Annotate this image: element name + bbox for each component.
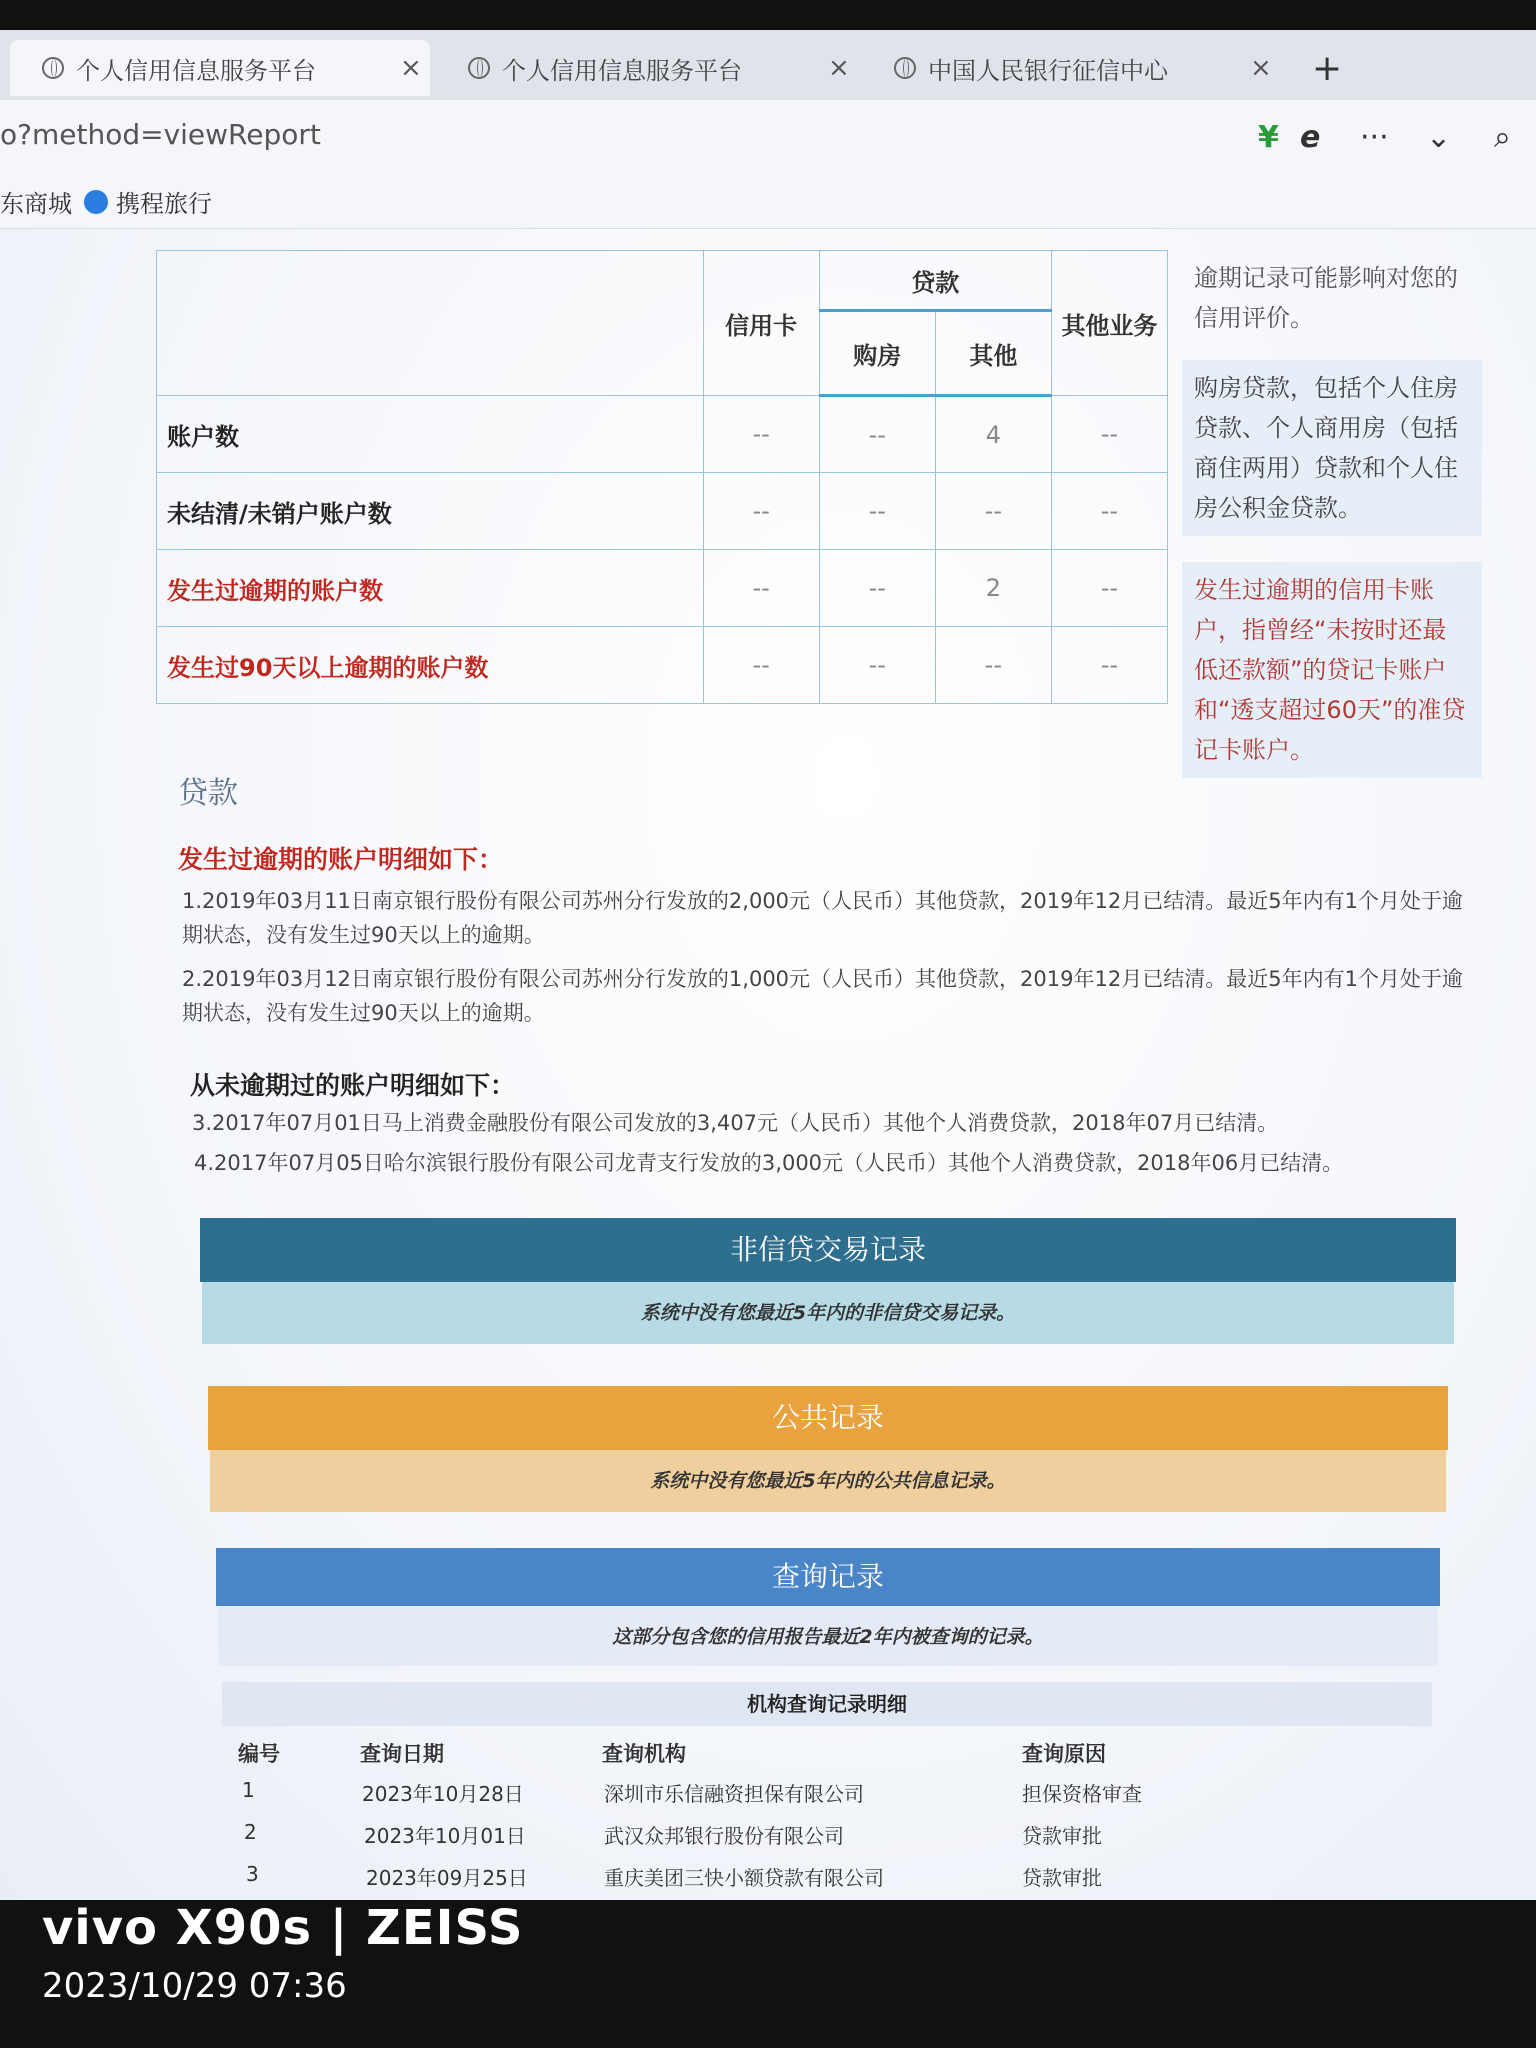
- more-icon[interactable]: ···: [1360, 120, 1389, 155]
- row-label: 发生过90天以上逾期的账户数: [157, 627, 704, 704]
- col-number: 编号: [238, 1742, 280, 1766]
- globe-icon: [42, 57, 64, 79]
- row-label: 账户数: [157, 396, 704, 473]
- note-house-loan: 购房贷款，包括个人住房贷款、个人商用房（包括商住两用）贷款和个人住房公积金贷款。: [1182, 360, 1482, 536]
- cell: 1: [242, 1778, 255, 1802]
- ctrip-icon: [84, 190, 108, 214]
- search-icon[interactable]: ⌕: [1494, 120, 1511, 155]
- cell: --: [703, 396, 819, 473]
- camera-datetime-watermark: 2023/10/29 07:36: [42, 1966, 347, 2006]
- cell: 担保资格审查: [1022, 1782, 1142, 1806]
- cell: 2: [244, 1820, 257, 1844]
- cell: 3: [246, 1862, 259, 1886]
- no-overdue-item: 4.2017年07月05日哈尔滨银行股份有限公司龙青支行发放的3,000元（人民币）其他个人消费贷款，2018年06月已结清。: [194, 1151, 1344, 1175]
- col-reason: 查询原因: [1022, 1742, 1106, 1766]
- public-records-title-bar: [208, 1386, 1448, 1450]
- account-summary-table: [156, 250, 1168, 704]
- overdue-heading: 发生过逾期的账户明细如下：: [178, 845, 504, 874]
- col-house: 购房: [819, 311, 935, 396]
- tab-label: 中国人民银行征信中心: [928, 56, 1168, 85]
- table-row: [157, 473, 1168, 550]
- col-other: 其他: [935, 311, 1051, 396]
- non-credit-body-bar: [202, 1282, 1454, 1344]
- cell: 武汉众邦银行股份有限公司: [604, 1824, 844, 1848]
- tab-pboc-credit-center[interactable]: [870, 40, 1290, 96]
- inquiry-body-bar: [218, 1606, 1438, 1666]
- cell: --: [935, 627, 1051, 704]
- browser-screen: [0, 30, 1536, 1900]
- cell: 2023年10月28日: [362, 1782, 524, 1806]
- inquiry-subtitle: 机构查询记录明细: [222, 1682, 1432, 1726]
- bookmark-jd[interactable]: [0, 184, 72, 219]
- ie-icon[interactable]: e: [1300, 120, 1321, 155]
- globe-icon: [894, 57, 916, 79]
- tab-label: 个人信用信息服务平台: [502, 56, 742, 85]
- cell: --: [819, 473, 935, 550]
- public-records-body: 系统中没有您最近5年内的公共信息记录。: [650, 1470, 1006, 1492]
- row-label: 未结清/未销户账户数: [157, 473, 704, 550]
- cell: --: [819, 396, 935, 473]
- close-tab-icon[interactable]: ×: [1250, 53, 1272, 83]
- chevron-down-icon[interactable]: ⌄: [1426, 120, 1452, 155]
- cell: --: [819, 550, 935, 627]
- cell: 2: [935, 550, 1051, 627]
- col-credit-card: 信用卡: [703, 251, 819, 396]
- inquiry-body: 这部分包含您的信用报告最近2年内被查询的记录。: [612, 1626, 1044, 1648]
- inquiry-title: 查询记录: [771, 1560, 884, 1593]
- cell: --: [935, 473, 1051, 550]
- bookmark-ctrip[interactable]: [84, 184, 212, 219]
- report-content: [0, 228, 1536, 1900]
- note-overdue-card: 发生过逾期的信用卡账户，指曾经“未按时还最低还款额”的贷记卡账户和“透支超过60天”的准贷记卡账户。: [1182, 562, 1482, 778]
- bookmarks-bar: [0, 172, 1536, 229]
- yen-icon[interactable]: ¥: [1258, 120, 1279, 155]
- cell: --: [703, 473, 819, 550]
- overdue-item: 1.2019年03月11日南京银行股份有限公司苏州分行发放的2,000元（人民币）其他贷款，2019年12月已结清。最近5年内有1个月处于逾期状态，没有发生过90天以上的逾期。: [182, 889, 1463, 947]
- no-overdue-heading: 从未逾期过的账户明细如下：: [190, 1071, 516, 1100]
- cell: 深圳市乐信融资担保有限公司: [604, 1782, 864, 1806]
- loan-heading: 贷款: [178, 776, 238, 811]
- public-records-body-bar: [210, 1450, 1446, 1512]
- note-overdue-impact: 逾期记录可能影响对您的信用评价。: [1194, 264, 1458, 332]
- tab-credit-platform-2[interactable]: [440, 40, 860, 96]
- close-tab-icon[interactable]: ×: [400, 53, 422, 83]
- tab-credit-platform-1[interactable]: [10, 40, 430, 96]
- cell: --: [703, 627, 819, 704]
- cell: 4: [935, 396, 1051, 473]
- inquiry-title-bar: [216, 1548, 1440, 1606]
- url-field[interactable]: o?method=viewReport: [0, 118, 321, 151]
- cell: --: [1051, 396, 1167, 473]
- col-institution: 查询机构: [602, 1742, 686, 1766]
- close-tab-icon[interactable]: ×: [828, 53, 850, 83]
- cell: --: [1051, 627, 1167, 704]
- no-overdue-item: 3.2017年07月01日马上消费金融股份有限公司发放的3,407元（人民币）其他个人消费贷款，2018年07月已结清。: [192, 1111, 1279, 1135]
- cell: --: [1051, 550, 1167, 627]
- non-credit-body: 系统中没有您最近5年内的非信贷交易记录。: [640, 1302, 1016, 1324]
- summary-corner: [157, 251, 704, 396]
- tab-label: 个人信用信息服务平台: [76, 56, 316, 85]
- col-date: 查询日期: [360, 1742, 444, 1766]
- col-other-business: 其他业务: [1051, 251, 1167, 396]
- non-credit-title-bar: [200, 1218, 1456, 1282]
- cell: 重庆美团三快小额贷款有限公司: [604, 1866, 884, 1890]
- table-row: [157, 396, 1168, 473]
- row-label: 发生过逾期的账户数: [157, 550, 704, 627]
- cell: 贷款审批: [1022, 1824, 1102, 1848]
- new-tab-button[interactable]: +: [1312, 48, 1343, 89]
- cell: --: [819, 627, 935, 704]
- camera-model-watermark: vivo X90s | ZEISS: [42, 1900, 524, 1956]
- public-records-title: 公共记录: [771, 1401, 884, 1434]
- table-row: [157, 627, 1168, 704]
- overdue-item: 2.2019年03月12日南京银行股份有限公司苏州分行发放的1,000元（人民币）其他贷款，2019年12月已结清。最近5年内有1个月处于逾期状态，没有发生过90天以上的逾期。: [182, 967, 1463, 1025]
- address-bar: [0, 100, 1536, 172]
- cell: --: [703, 550, 819, 627]
- bookmark-label: 东商城: [0, 190, 72, 218]
- cell: 2023年09月25日: [366, 1866, 528, 1890]
- bookmark-label: 携程旅行: [116, 190, 212, 218]
- non-credit-title: 非信贷交易记录: [729, 1233, 926, 1266]
- col-loan: 贷款: [819, 251, 1051, 311]
- cell: --: [1051, 473, 1167, 550]
- cell: 2023年10月01日: [364, 1824, 526, 1848]
- cell: 贷款审批: [1022, 1866, 1102, 1890]
- table-row: [157, 550, 1168, 627]
- globe-icon: [468, 57, 490, 79]
- tab-bar: [0, 30, 1536, 100]
